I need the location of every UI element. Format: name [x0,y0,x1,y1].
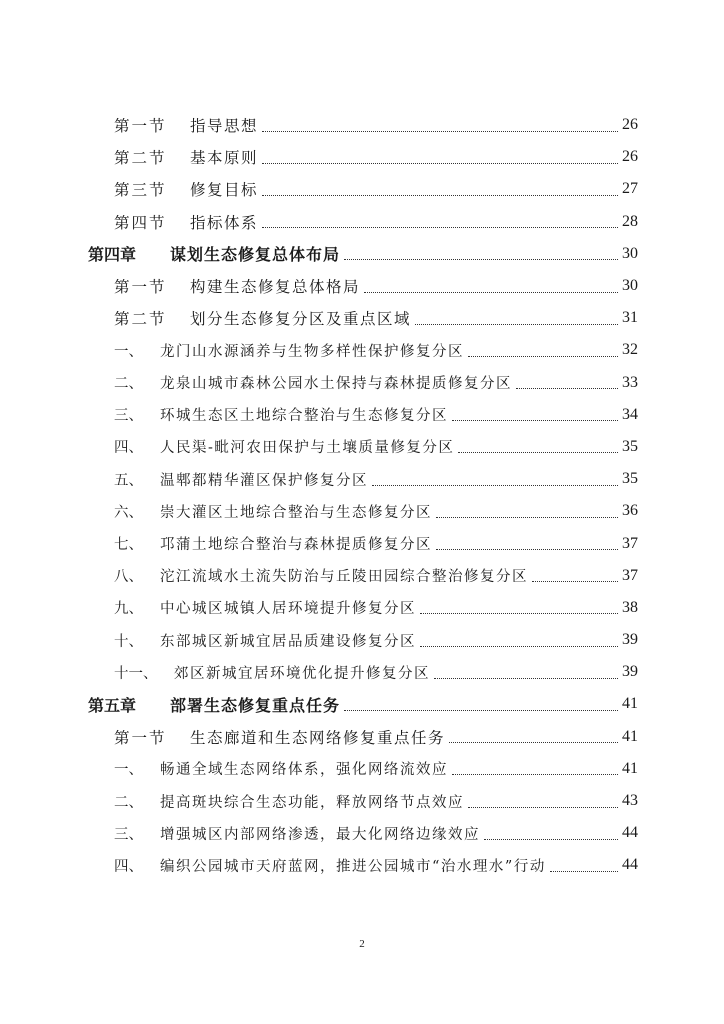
toc-entry-page: 39 [622,663,638,681]
toc-entry-title: 崇大灌区土地综合整治与生态修复分区 [160,504,432,521]
toc-entry-number: 八、 [114,569,143,586]
toc-entry[interactable] [88,624,638,656]
dot-leader [468,356,618,357]
toc-entry-number: 六、 [114,504,143,521]
dot-leader [420,646,618,647]
toc-entry-title: 指标体系 [190,213,259,232]
toc-entry[interactable] [88,173,638,205]
toc-entry-page: 34 [622,405,638,423]
toc-entry-number: 第一节 [114,278,167,297]
toc-entry-page: 27 [622,180,638,198]
toc-entry-page: 38 [622,598,638,616]
page-number: 2 [359,938,365,950]
toc-entry-title: 人民渠-毗河农田保护与土壤质量修复分区 [160,440,455,457]
toc-entry[interactable] [88,849,638,881]
toc-entry-page: 26 [622,148,638,166]
toc-entry[interactable] [88,753,638,785]
toc-entry-page: 30 [622,277,638,295]
toc-entry[interactable] [88,141,638,173]
toc-entry-page: 31 [622,309,638,327]
toc-entry[interactable] [88,367,638,399]
dot-leader [458,452,618,453]
toc-entry-title: 划分生态修复分区及重点区域 [190,310,412,329]
toc-entry[interactable] [88,431,638,463]
toc-entry-title: 畅通全域生态网络体系，强化网络流效应 [160,762,448,779]
dot-leader [262,163,618,164]
toc-entry-number: 四、 [114,858,143,875]
toc-chapter-entry[interactable] [88,688,638,720]
toc-entry-number: 第三节 [114,181,167,200]
toc-entry-number: 五、 [114,472,143,489]
toc-entry-page: 44 [622,856,638,874]
toc-entry-page: 36 [622,502,638,520]
toc-entry-number: 二、 [114,794,143,811]
toc-entry-title: 编织公园城市天府蓝网，推进公园城市“治水理水”行动 [160,858,546,875]
toc-entry-title: 部署生态修复重点任务 [170,695,341,715]
dot-leader [452,774,618,775]
toc-entry-title: 生态廊道和生态网络修复重点任务 [190,728,446,747]
dot-leader [344,710,618,711]
dot-leader [516,388,618,389]
toc-entry-title: 中心城区城镇人居环境提升修复分区 [160,601,416,618]
toc-entry-title: 谋划生态修复总体布局 [170,245,341,265]
toc-entry[interactable] [88,656,638,688]
dot-leader [449,742,618,743]
toc-entry[interactable] [88,592,638,624]
toc-entry[interactable] [88,463,638,495]
toc-entry-number: 二、 [114,376,143,393]
toc-entry-number: 第五章 [88,695,137,715]
toc-entry-page: 37 [622,566,638,584]
toc-entry-number: 一、 [114,762,143,779]
toc-entry[interactable] [88,302,638,334]
toc-entry-page: 26 [622,116,638,134]
toc-entry-page: 37 [622,534,638,552]
dot-leader [550,871,618,872]
toc-entry-page: 41 [622,695,638,713]
toc-entry-page: 41 [622,727,638,745]
toc-entry-title: 增强城区内部网络渗透，最大化网络边缘效应 [160,826,480,843]
table-of-contents [88,109,638,882]
toc-entry-number: 第一节 [114,117,167,136]
dot-leader [434,678,618,679]
dot-leader [364,292,618,293]
toc-entry-title: 指导思想 [190,117,259,136]
toc-entry-title: 邛蒲土地综合整治与森林提质修复分区 [160,537,432,554]
toc-entry-title: 基本原则 [190,149,259,168]
toc-entry[interactable] [88,399,638,431]
toc-entry-number: 一、 [114,343,143,360]
dot-leader [344,259,618,260]
toc-entry[interactable] [88,206,638,238]
toc-entry-number: 四、 [114,440,143,457]
toc-entry-page: 39 [622,631,638,649]
toc-entry-title: 构建生态修复总体格局 [190,278,361,297]
dot-leader [262,227,618,228]
toc-entry[interactable] [88,270,638,302]
dot-leader [415,324,618,325]
toc-entry-title: 龙泉山城市森林公园水土保持与森林提质修复分区 [160,376,512,393]
dot-leader [484,839,618,840]
toc-entry[interactable] [88,527,638,559]
dot-leader [372,485,618,486]
toc-entry-title: 修复目标 [190,181,259,200]
toc-entry-page: 35 [622,437,638,455]
toc-entry-page: 30 [622,244,638,262]
toc-entry-title: 郊区新城宜居环境优化提升修复分区 [174,665,430,682]
toc-entry-number: 三、 [114,826,143,843]
toc-entry[interactable] [88,721,638,753]
toc-entry-number: 十、 [114,633,143,650]
toc-entry-number: 九、 [114,601,143,618]
toc-entry[interactable] [88,495,638,527]
toc-entry-number: 十一、 [114,665,158,682]
dot-leader [436,517,618,518]
dot-leader [262,195,618,196]
toc-entry-title: 温郫都精华灌区保护修复分区 [160,472,368,489]
toc-entry-page: 33 [622,373,638,391]
toc-entry[interactable] [88,817,638,849]
dot-leader [532,581,618,582]
toc-entry-title: 提高斑块综合生态功能，释放网络节点效应 [160,794,464,811]
toc-entry[interactable] [88,109,638,141]
toc-entry-number: 第二节 [114,310,167,329]
toc-entry-number: 第一节 [114,728,167,747]
toc-entry-number: 第四节 [114,213,167,232]
dot-leader [420,613,618,614]
toc-entry-title: 龙门山水源涵养与生物多样性保护修复分区 [160,343,464,360]
toc-entry-page: 35 [622,470,638,488]
toc-entry[interactable] [88,334,638,366]
toc-entry[interactable] [88,560,638,592]
toc-entry-page: 41 [622,759,638,777]
dot-leader [262,131,618,132]
dot-leader [436,549,618,550]
toc-entry-page: 28 [622,212,638,230]
toc-entry-title: 环城生态区土地综合整治与生态修复分区 [160,408,448,425]
toc-entry-page: 43 [622,792,638,810]
dot-leader [452,420,618,421]
toc-entry-number: 第四章 [88,245,137,265]
toc-entry-page: 44 [622,824,638,842]
toc-entry-number: 三、 [114,408,143,425]
toc-entry-number: 第二节 [114,149,167,168]
toc-entry-number: 七、 [114,537,143,554]
toc-entry-title: 东部城区新城宜居品质建设修复分区 [160,633,416,650]
toc-entry[interactable] [88,785,638,817]
dot-leader [468,807,618,808]
toc-entry-title: 沱江流域水土流失防治与丘陵田园综合整治修复分区 [160,569,528,586]
toc-entry-page: 32 [622,341,638,359]
toc-chapter-entry[interactable] [88,238,638,270]
